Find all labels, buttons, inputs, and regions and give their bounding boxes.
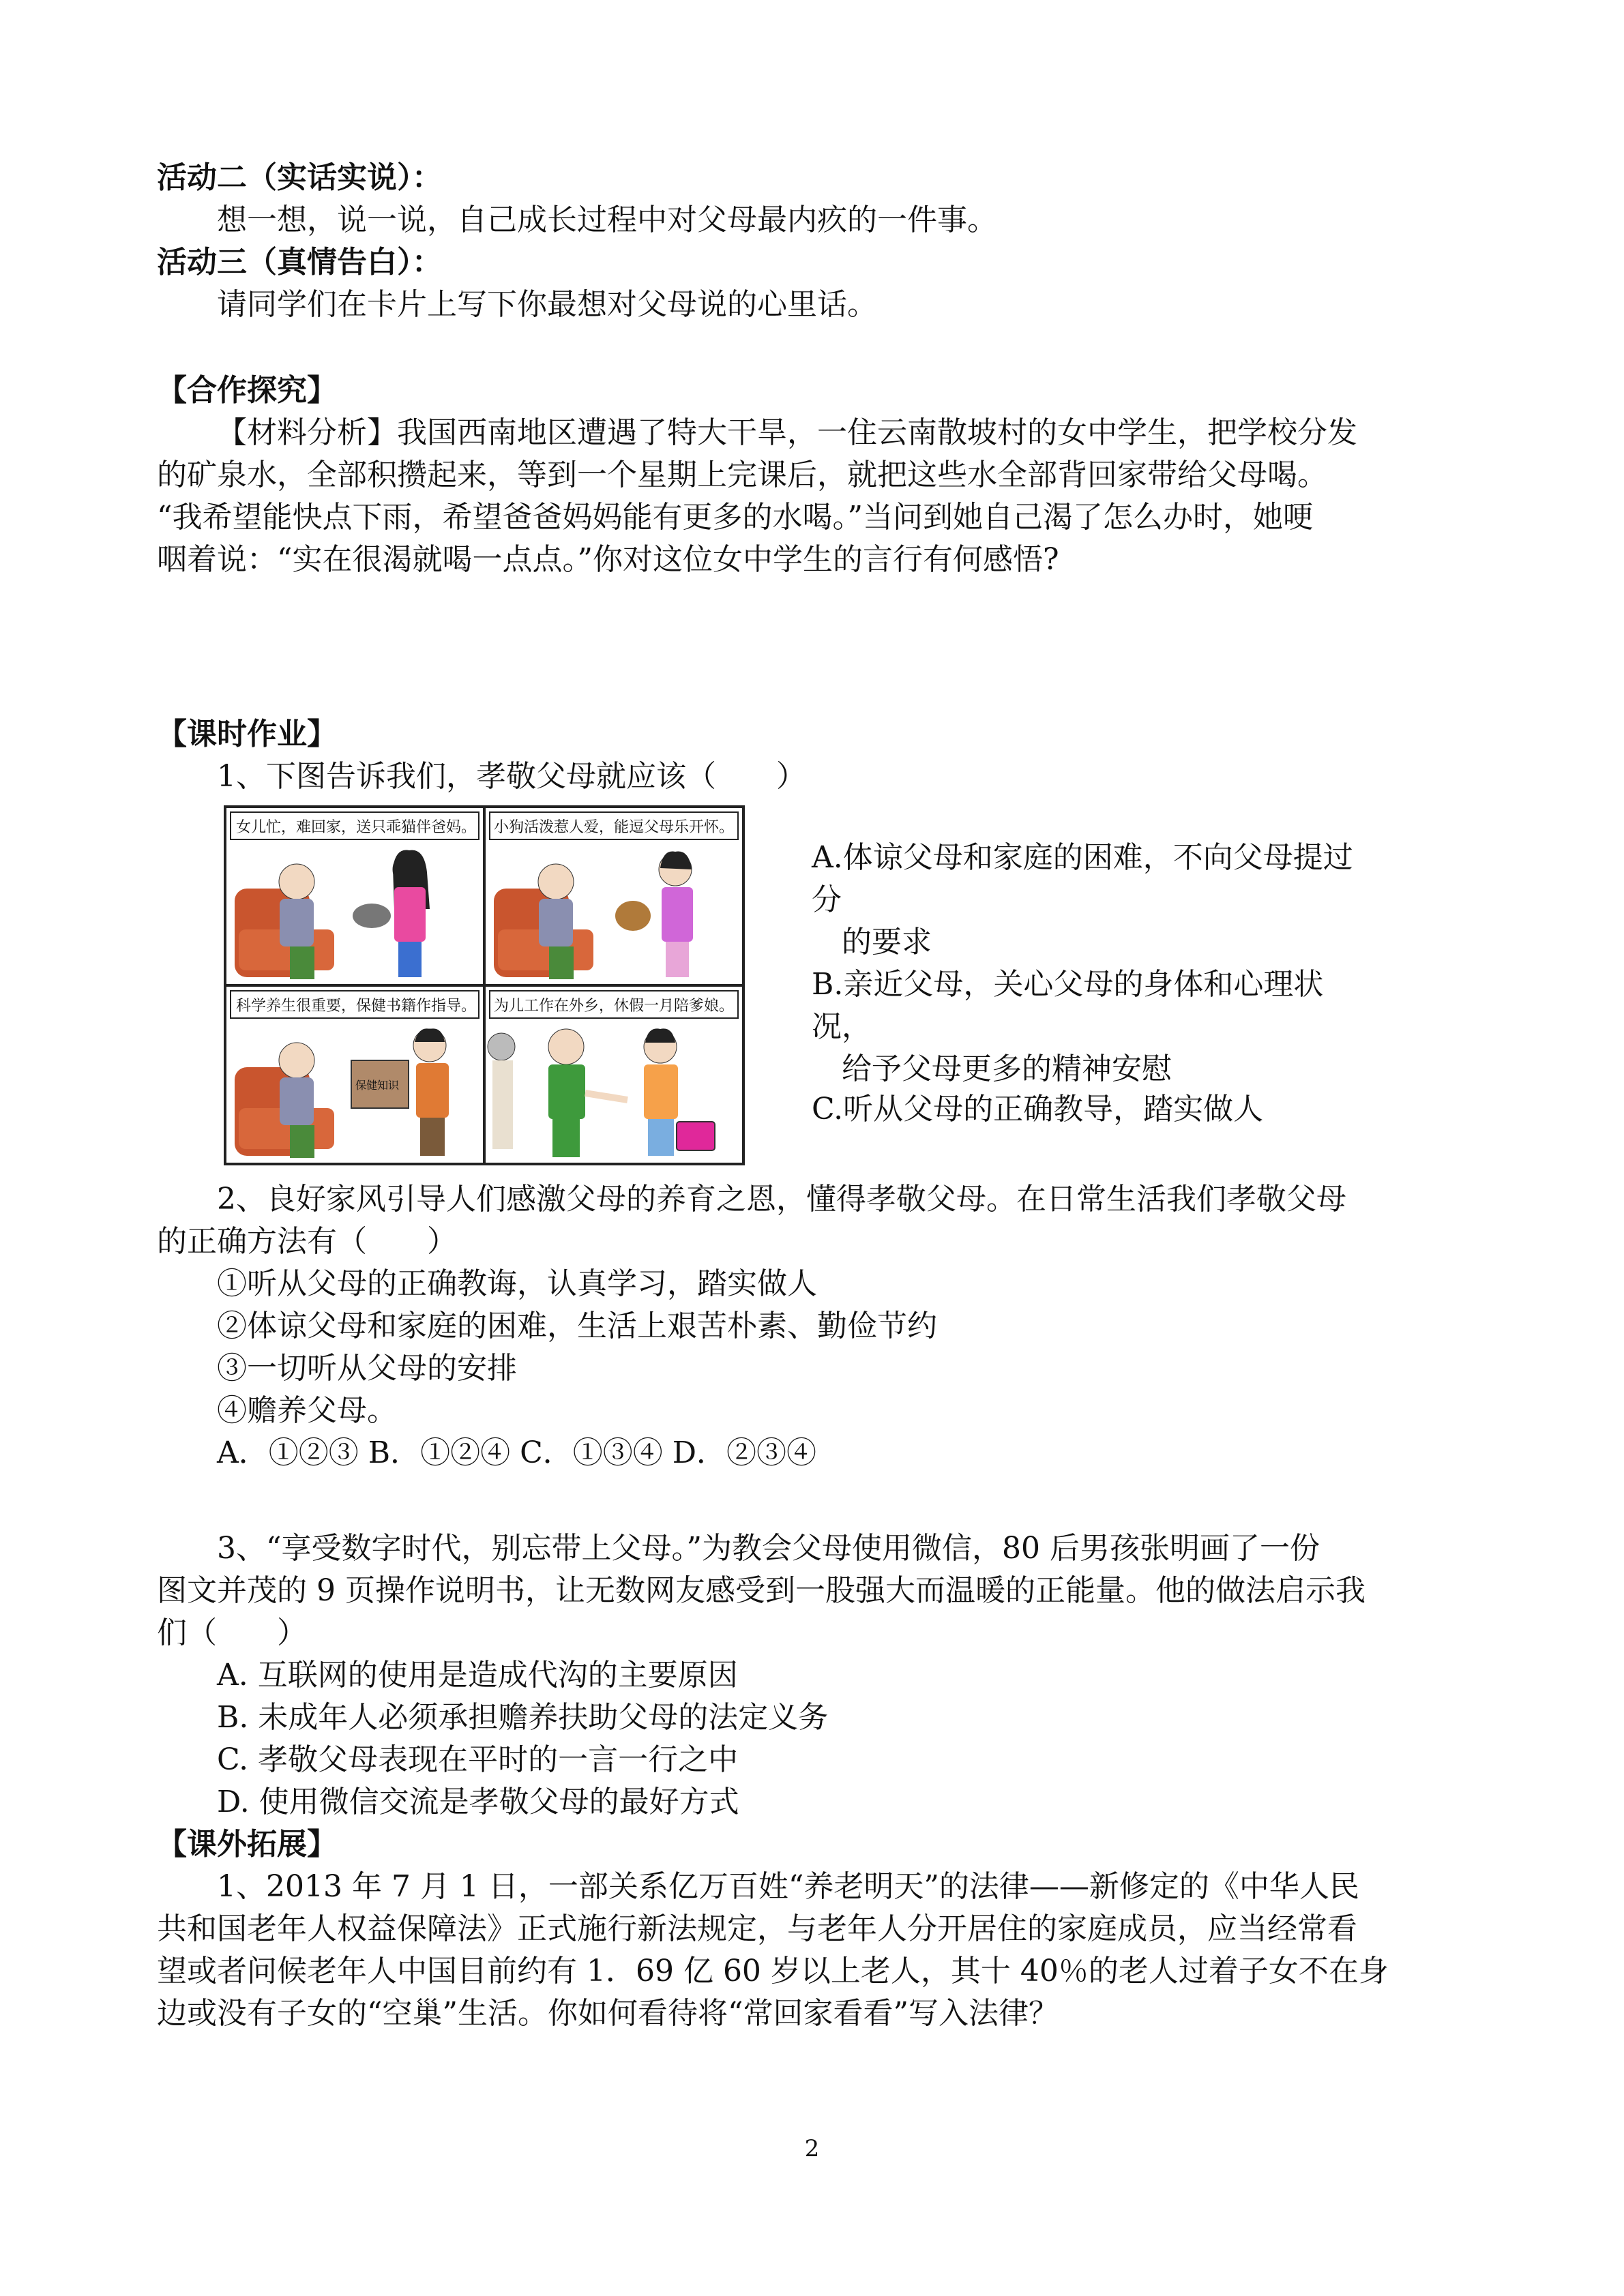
q1-option: 分 — [812, 882, 842, 917]
extension-line: 望或者问候老年人中国目前约有 1．69 亿 60 岁以上老人，其十 40％的老人过着子女不在身 — [157, 1954, 1389, 1988]
q2-item: ②体谅父母和家庭的困难，生活上艰苦朴素、勤俭节约 — [217, 1309, 937, 1343]
extension-title: 【课外拓展】 — [157, 1827, 337, 1862]
q2-item: ④赡养父母。 — [217, 1393, 397, 1428]
homework-title: 【课时作业】 — [157, 717, 337, 751]
q1-option-clipped — [805, 1091, 1419, 1127]
q2-line: 的正确方法有（ ） — [157, 1224, 457, 1259]
activity2-text: 想一想，说一说，自己成长过程中对父母最内疚的一件事。 — [217, 203, 997, 237]
coop-line: 【材料分析】我国西南地区遭遇了特大干旱，一住云南散坡村的女中学生，把学校分发 — [217, 415, 1357, 450]
coop-line: 的矿泉水，全部积攒起来，等到一个星期上完课后，就把这些水全部背回家带给父母喝。 — [157, 458, 1327, 492]
q1-option: 况， — [812, 1009, 872, 1044]
extension-line: 1、2013 年 7 月 1 日，一部关系亿万百姓“养老明天”的法律——新修定的《中华人民 — [217, 1869, 1359, 1904]
activity3-title: 活动三（真情告白）： — [157, 245, 442, 280]
q3-line: 图文并茂的 9 页操作说明书，让无数网友感受到一股强大而温暖的正能量。他的做法启示我 — [157, 1573, 1365, 1608]
q1-option: 给予父母更多的精神安慰 — [812, 1052, 1172, 1086]
comic-illustration — [225, 807, 743, 1164]
activity2-title: 活动二（实话实说）： — [157, 160, 442, 195]
q1-option: B.亲近父母，关心父母的身体和心理状 — [812, 967, 1324, 1002]
box-label: 保健知识 — [355, 1079, 400, 1092]
coop-title: 【合作探究】 — [157, 373, 337, 408]
q1-option: A.体谅父母和家庭的困难，不向父母提过 — [812, 840, 1353, 875]
q2-line: 2、良好家风引导人们感激父母的养育之恩，懂得孝敬父母。在日常生活我们孝敬父母 — [217, 1182, 1346, 1217]
q2-item: ①听从父母的正确教诲，认真学习，踏实做人 — [217, 1266, 817, 1301]
q3-line: 3、“享受数字时代，别忘带上父母。”为教会父母使用微信，80 后男孩张明画了一份 — [217, 1531, 1320, 1566]
extension-line: 边或没有子女的“空巢”生活。你如何看待将“常回家看看”写入法律？ — [157, 1996, 1059, 2031]
q3-option: A. 互联网的使用是造成代沟的主要原因 — [217, 1658, 738, 1693]
q3-option: B. 未成年人必须承担赡养扶助父母的法定义务 — [217, 1700, 829, 1735]
q2-choices: A．①②③ B．①②④ C．①③④ D．②③④ — [217, 1435, 817, 1470]
comic-caption: 女儿忙，难回家，送只乖猫伴爸妈。 — [236, 819, 477, 836]
coop-line: 咽着说：“实在很渴就喝一点点。”你对这位女中学生的言行有何感悟? — [157, 542, 1059, 577]
q3-option: D. 使用微信交流是孝敬父母的最好方式 — [217, 1785, 739, 1819]
page-number: 2 — [804, 2135, 820, 2162]
q3-line: 们（ ） — [157, 1615, 307, 1650]
q1-stem: 1、下图告诉我们，孝敬父母就应该（ ） — [217, 759, 806, 794]
comic-caption: 科学养生很重要，保健书籍作指导。 — [236, 998, 477, 1015]
comic-caption: 小狗活泼惹人爱，能逗父母乐开怀。 — [494, 819, 735, 836]
q1-option: 的要求 — [812, 925, 932, 959]
q1-option: C.听从父母的正确教导，踏实做人 — [812, 1092, 1264, 1127]
activity3-text: 请同学们在卡片上写下你最想对父母说的心里话。 — [217, 287, 877, 322]
q3-option: C. 孝敬父母表现在平时的一言一行之中 — [217, 1742, 739, 1777]
extension-line: 共和国老年人权益保障法》正式施行新法规定，与老年人分开居住的家庭成员，应当经常看 — [157, 1911, 1357, 1946]
q2-item: ③一切听从父母的安排 — [217, 1351, 517, 1386]
comic-caption: 为儿工作在外乡，休假一月陪爹娘。 — [494, 998, 735, 1015]
coop-line: “我希望能快点下雨，希望爸爸妈妈能有更多的水喝。”当问到她自己渴了怎么办时，她哽 — [157, 500, 1313, 535]
